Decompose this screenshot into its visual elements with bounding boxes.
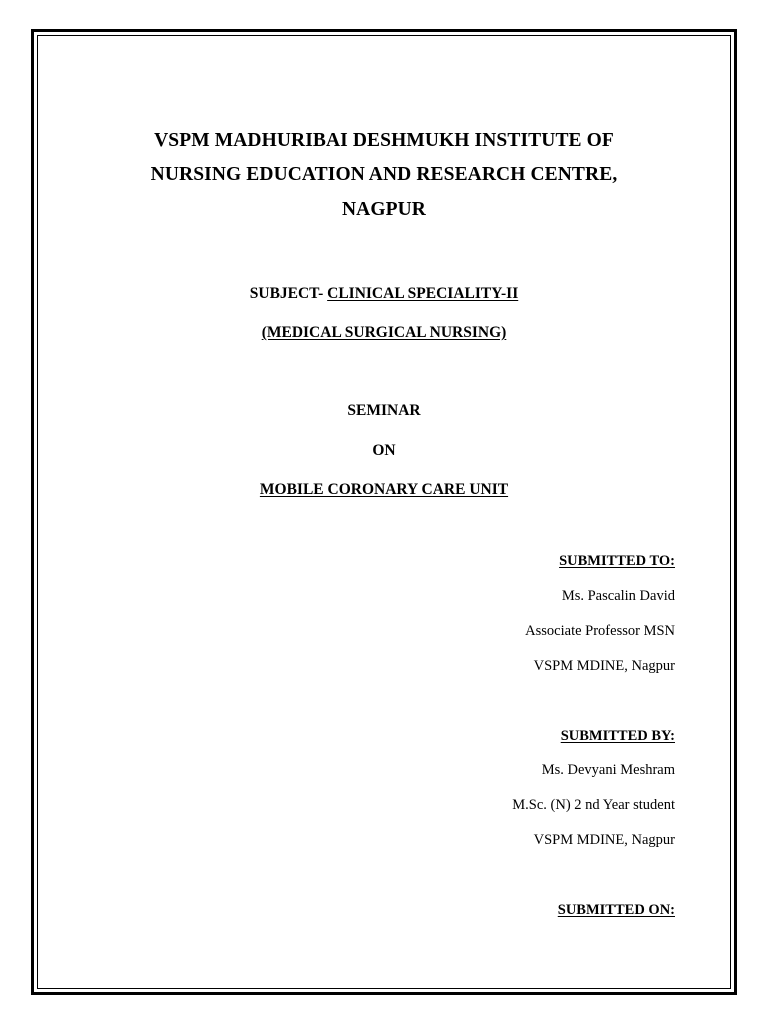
subject-name: CLINICAL SPECIALITY-II [327,285,519,302]
institute-city: NAGPUR [341,199,426,220]
submitted-by-institution: VSPM MDINE, Nagpur [533,832,675,848]
subject-branch: (MEDICAL SURGICAL NURSING) [261,324,507,341]
seminar-label: SEMINAR [347,402,421,419]
submitted-to-heading: SUBMITTED TO: [559,553,675,569]
submitted-by-heading: SUBMITTED BY: [560,728,675,744]
submitted-to-institution: VSPM MDINE, Nagpur [533,658,675,674]
institute-name-line-2: NURSING EDUCATION AND RESEARCH CENTRE, [150,164,618,185]
seminar-on: ON [372,442,396,459]
subject-line [0,285,768,303]
seminar-topic: MOBILE CORONARY CARE UNIT [259,481,509,498]
submitted-by-designation: M.Sc. (N) 2 nd Year student [512,797,675,813]
submitted-on-heading: SUBMITTED ON: [557,902,675,918]
subject-prefix: SUBJECT- [249,285,328,302]
institute-name-line-1: VSPM MADHURIBAI DESHMUKH INSTITUTE OF [154,130,614,151]
submitted-to-designation: Associate Professor MSN [525,623,675,639]
submitted-to-name: Ms. Pascalin David [561,588,675,604]
submitted-by-name: Ms. Devyani Meshram [541,762,675,778]
